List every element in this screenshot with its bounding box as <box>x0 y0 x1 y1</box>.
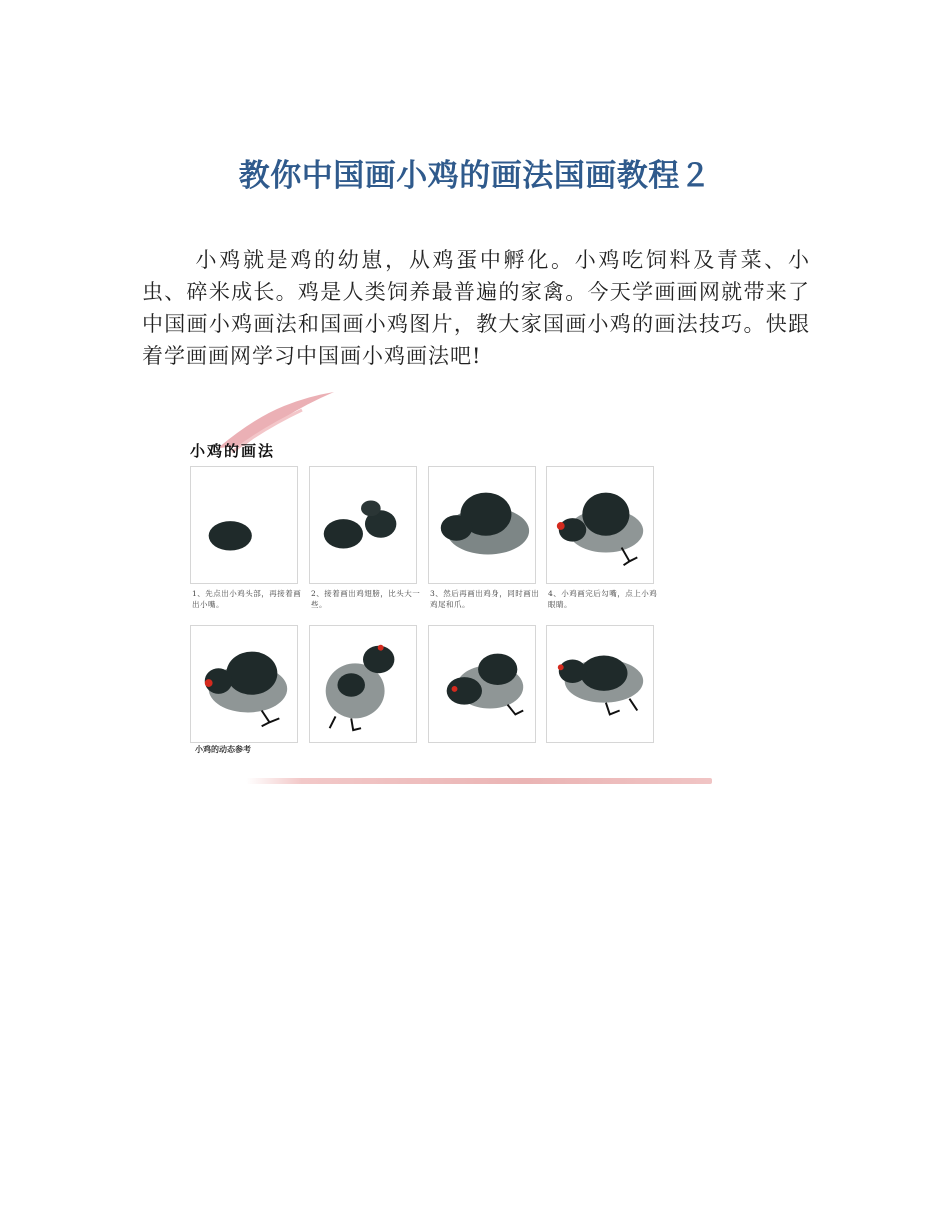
step-panel-3 <box>428 466 536 584</box>
decorative-bar <box>246 778 712 784</box>
figure-note: 小鸡的动态参考 <box>195 744 251 754</box>
intro-paragraph-block <box>142 244 810 372</box>
step-caption-4: 4、小鸡画完后勾嘴，点上小鸡眼睛。 <box>548 589 658 609</box>
step-panel-4 <box>546 466 654 584</box>
pose-panel-2 <box>309 625 417 743</box>
step-caption-1: 1、先点出小鸡头部，再接着画出小嘴。 <box>192 589 302 609</box>
pose-panel-1 <box>190 625 298 743</box>
intro-paragraph: 小鸡就是鸡的幼崽，从鸡蛋中孵化。小鸡吃饲料及青菜、小虫、碎米成长。鸡是人类饲养最普遍的家禽。今天学画画网就带来了中国画小鸡画法和国画小鸡图片，教大家国画小鸡的画法技巧。快跟着学画画网学习中国画小鸡画法吧! <box>142 248 810 368</box>
step-panel-1 <box>190 466 298 584</box>
pose-panel-3 <box>428 625 536 743</box>
chick-painting-figure <box>188 388 718 798</box>
figure-heading: 小鸡的画法 <box>190 442 276 460</box>
pose-panel-4 <box>546 625 654 743</box>
step-caption-2: 2、接着画出鸡翅膀，比头大一些。 <box>311 589 421 609</box>
page-title: 教你中国画小鸡的画法国画教程２ <box>238 158 712 194</box>
step-caption-3: 3、然后再画出鸡身，同时画出鸡尾和爪。 <box>430 589 540 609</box>
step-panel-2 <box>309 466 417 584</box>
